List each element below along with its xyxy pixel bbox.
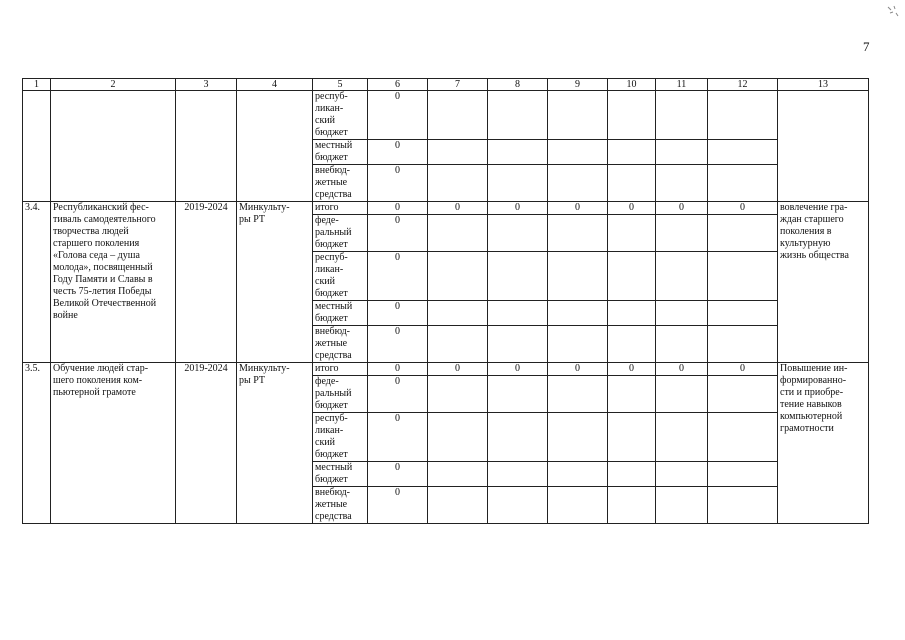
value-cell-col6: 0 bbox=[368, 487, 428, 524]
value-cell-col12 bbox=[708, 91, 778, 140]
value-cell-col9 bbox=[548, 301, 608, 326]
funding-source-cell: итого bbox=[313, 363, 368, 376]
event-name-cell: Республиканский фес- тиваль самодеятельного творчества людей старшего поколения «Голова седа – душа молода», посвященный Году Памяти и Славы в честь 75-летия Победы Великой Отечественной войне bbox=[51, 202, 176, 363]
executor-cell: Минкульту- ры РТ bbox=[237, 363, 313, 524]
value-cell-col6: 0 bbox=[368, 301, 428, 326]
value-cell-col8 bbox=[488, 215, 548, 252]
column-header-13: 13 bbox=[778, 79, 869, 91]
continuation-result-cell bbox=[778, 91, 869, 202]
value-cell-col11 bbox=[656, 215, 708, 252]
value-cell-col8 bbox=[488, 376, 548, 413]
value-cell-col12: 0 bbox=[708, 363, 778, 376]
value-cell-col7 bbox=[428, 462, 488, 487]
value-cell-col7: 0 bbox=[428, 202, 488, 215]
value-cell-col11 bbox=[656, 376, 708, 413]
value-cell-col12: 0 bbox=[708, 202, 778, 215]
value-cell-col12 bbox=[708, 215, 778, 252]
funding-source-cell: респуб- ликан- ский бюджет bbox=[313, 413, 368, 462]
funding-source-cell: феде- ральный бюджет bbox=[313, 215, 368, 252]
value-cell-col9 bbox=[548, 165, 608, 202]
value-cell-col8 bbox=[488, 165, 548, 202]
scan-artifact-mark bbox=[886, 4, 900, 18]
column-header-2: 2 bbox=[51, 79, 176, 91]
value-cell-col6: 0 bbox=[368, 462, 428, 487]
item-number-cell: 3.4. bbox=[23, 202, 51, 363]
value-cell-col8: 0 bbox=[488, 202, 548, 215]
funding-source-cell: феде- ральный бюджет bbox=[313, 376, 368, 413]
value-cell-col8 bbox=[488, 462, 548, 487]
value-cell-col12 bbox=[708, 301, 778, 326]
value-cell-col12 bbox=[708, 487, 778, 524]
header-row bbox=[23, 79, 869, 91]
continuation-event-cell bbox=[51, 91, 176, 202]
continuation-num-cell bbox=[23, 91, 51, 202]
table-row bbox=[23, 91, 869, 140]
value-cell-col7: 0 bbox=[428, 363, 488, 376]
funding-source-cell: респуб- ликан- ский бюджет bbox=[313, 91, 368, 140]
funding-source-cell: внебюд- жетные средства bbox=[313, 165, 368, 202]
value-cell-col10 bbox=[608, 140, 656, 165]
column-header-5: 5 bbox=[313, 79, 368, 91]
value-cell-col6: 0 bbox=[368, 165, 428, 202]
value-cell-col11 bbox=[656, 301, 708, 326]
value-cell-col10: 0 bbox=[608, 202, 656, 215]
funding-source-cell: внебюд- жетные средства bbox=[313, 487, 368, 524]
expected-result-cell: Повышение ин- формированно- сти и приобре- тение навыков компьютерной грамотности bbox=[778, 363, 869, 524]
column-header-6: 6 bbox=[368, 79, 428, 91]
value-cell-col6: 0 bbox=[368, 91, 428, 140]
column-header-10: 10 bbox=[608, 79, 656, 91]
value-cell-col7 bbox=[428, 91, 488, 140]
value-cell-col7 bbox=[428, 301, 488, 326]
value-cell-col9 bbox=[548, 91, 608, 140]
value-cell-col11 bbox=[656, 413, 708, 462]
value-cell-col6: 0 bbox=[368, 215, 428, 252]
program-events-table bbox=[22, 78, 869, 524]
value-cell-col7 bbox=[428, 215, 488, 252]
value-cell-col6: 0 bbox=[368, 140, 428, 165]
value-cell-col11 bbox=[656, 326, 708, 363]
value-cell-col9 bbox=[548, 215, 608, 252]
value-cell-col6: 0 bbox=[368, 326, 428, 363]
value-cell-col10 bbox=[608, 376, 656, 413]
value-cell-col8 bbox=[488, 140, 548, 165]
expected-result-cell: вовлечение гра- ждан старшего поколения в культурную жизнь общества bbox=[778, 202, 869, 363]
value-cell-col10: 0 bbox=[608, 363, 656, 376]
value-cell-col9 bbox=[548, 462, 608, 487]
value-cell-col10 bbox=[608, 301, 656, 326]
value-cell-col9 bbox=[548, 252, 608, 301]
value-cell-col6: 0 bbox=[368, 202, 428, 215]
value-cell-col8 bbox=[488, 91, 548, 140]
value-cell-col11 bbox=[656, 462, 708, 487]
value-cell-col10 bbox=[608, 215, 656, 252]
value-cell-col9: 0 bbox=[548, 363, 608, 376]
value-cell-col6: 0 bbox=[368, 413, 428, 462]
page-number: 7 bbox=[863, 39, 870, 54]
value-cell-col9 bbox=[548, 376, 608, 413]
funding-source-cell: местный бюджет bbox=[313, 301, 368, 326]
item-number-cell: 3.5. bbox=[23, 363, 51, 524]
column-header-4: 4 bbox=[237, 79, 313, 91]
value-cell-col8 bbox=[488, 301, 548, 326]
value-cell-col12 bbox=[708, 252, 778, 301]
column-header-1: 1 bbox=[23, 79, 51, 91]
funding-source-cell: внебюд- жетные средства bbox=[313, 326, 368, 363]
value-cell-col8: 0 bbox=[488, 363, 548, 376]
value-cell-col9 bbox=[548, 140, 608, 165]
funding-source-cell: местный бюджет bbox=[313, 462, 368, 487]
value-cell-col7 bbox=[428, 252, 488, 301]
value-cell-col12 bbox=[708, 326, 778, 363]
column-header-8: 8 bbox=[488, 79, 548, 91]
period-cell: 2019-2024 bbox=[176, 202, 237, 363]
value-cell-col11: 0 bbox=[656, 363, 708, 376]
continuation-period-cell bbox=[176, 91, 237, 202]
value-cell-col10 bbox=[608, 326, 656, 363]
event-name-cell: Обучение людей стар- шего поколения ком- пьютерной грамоте bbox=[51, 363, 176, 524]
value-cell-col6: 0 bbox=[368, 376, 428, 413]
value-cell-col12 bbox=[708, 462, 778, 487]
value-cell-col9 bbox=[548, 326, 608, 363]
table-body bbox=[23, 91, 869, 524]
value-cell-col8 bbox=[488, 413, 548, 462]
column-header-9: 9 bbox=[548, 79, 608, 91]
value-cell-col9 bbox=[548, 413, 608, 462]
value-cell-col11: 0 bbox=[656, 202, 708, 215]
value-cell-col12 bbox=[708, 140, 778, 165]
value-cell-col7 bbox=[428, 165, 488, 202]
funding-source-cell: респуб- ликан- ский бюджет bbox=[313, 252, 368, 301]
value-cell-col11 bbox=[656, 91, 708, 140]
value-cell-col11 bbox=[656, 140, 708, 165]
value-cell-col6: 0 bbox=[368, 252, 428, 301]
value-cell-col10 bbox=[608, 91, 656, 140]
value-cell-col12 bbox=[708, 165, 778, 202]
column-header-12: 12 bbox=[708, 79, 778, 91]
table-row bbox=[23, 363, 869, 376]
funding-source-cell: итого bbox=[313, 202, 368, 215]
value-cell-col11 bbox=[656, 252, 708, 301]
table-row bbox=[23, 202, 869, 215]
value-cell-col10 bbox=[608, 462, 656, 487]
value-cell-col7 bbox=[428, 487, 488, 524]
value-cell-col8 bbox=[488, 487, 548, 524]
value-cell-col10 bbox=[608, 413, 656, 462]
value-cell-col7 bbox=[428, 326, 488, 363]
column-header-3: 3 bbox=[176, 79, 237, 91]
value-cell-col6: 0 bbox=[368, 363, 428, 376]
continuation-executor-cell bbox=[237, 91, 313, 202]
column-header-11: 11 bbox=[656, 79, 708, 91]
funding-source-cell: местный бюджет bbox=[313, 140, 368, 165]
column-header-7: 7 bbox=[428, 79, 488, 91]
value-cell-col7 bbox=[428, 413, 488, 462]
value-cell-col12 bbox=[708, 413, 778, 462]
value-cell-col7 bbox=[428, 376, 488, 413]
value-cell-col10 bbox=[608, 165, 656, 202]
value-cell-col8 bbox=[488, 326, 548, 363]
value-cell-col11 bbox=[656, 487, 708, 524]
value-cell-col7 bbox=[428, 140, 488, 165]
value-cell-col12 bbox=[708, 376, 778, 413]
value-cell-col9: 0 bbox=[548, 202, 608, 215]
value-cell-col10 bbox=[608, 252, 656, 301]
value-cell-col8 bbox=[488, 252, 548, 301]
value-cell-col10 bbox=[608, 487, 656, 524]
value-cell-col11 bbox=[656, 165, 708, 202]
period-cell: 2019-2024 bbox=[176, 363, 237, 524]
value-cell-col9 bbox=[548, 487, 608, 524]
executor-cell: Минкульту- ры РТ bbox=[237, 202, 313, 363]
